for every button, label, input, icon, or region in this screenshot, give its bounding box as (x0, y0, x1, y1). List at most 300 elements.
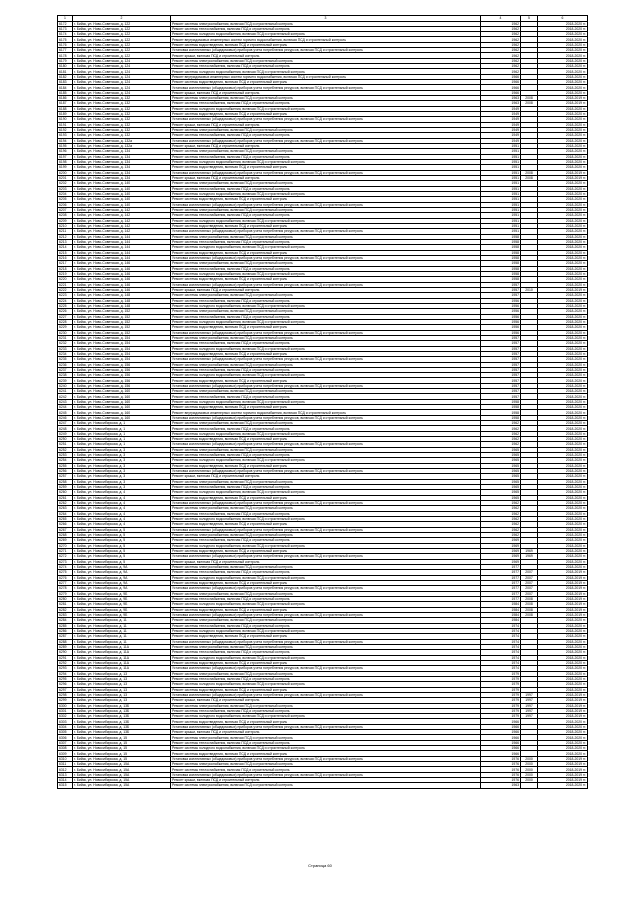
period-cell: 2018-2020 гг. (538, 325, 588, 330)
period-cell: 2018-2020 гг. (538, 80, 588, 85)
period-cell: 2018-2020 гг. (538, 623, 588, 628)
year-built-cell: 1976 (481, 756, 521, 761)
year-built-cell: 1962 (481, 431, 521, 436)
year-built-cell: 1949 (481, 117, 521, 122)
work-type-cell: Установка коллективных (общедомовых) приборов учета потребления ресурсов, включая ПСД и строительный контроль (171, 48, 481, 53)
work-type-cell: Ремонт системы теплоснабжения, включая ПСД и строительный контроль (171, 341, 481, 346)
period-cell: 2018-2020 гг. (538, 181, 588, 186)
period-cell: 2018-2020 гг. (538, 277, 588, 282)
row-number-cell: 6222 (58, 287, 73, 292)
work-type-cell: Установка коллективных (общедомовых) приборов учета потребления ресурсов, включая ПСД и строительный контроль (171, 469, 481, 474)
address-cell: г. Бийск, ул. Ново-Советская, д. 160 (73, 399, 171, 404)
address-cell: г. Бийск, ул. Новосибирская, д. 5 (73, 538, 171, 543)
work-type-cell: Ремонт системы водоотведения, включая ПСД и строительный контроль (171, 751, 481, 756)
period-cell: 2018-2020 гг. (538, 389, 588, 394)
row-number-cell: 6288 (58, 639, 73, 644)
work-type-cell: Ремонт системы водоотведения, включая ПСД и строительный контроль (171, 250, 481, 255)
work-type-cell: Ремонт системы электроснабжения, включая ПСД и строительный контроль (171, 447, 481, 452)
work-type-cell: Ремонт системы холодного водоснабжения, включая ПСД и строительный контроль (171, 69, 481, 74)
address-cell: г. Бийск, ул. Ново-Советская, д. 146 (73, 271, 171, 276)
work-type-cell: Ремонт системы теплоснабжения, включая ПСД и строительный контроль (171, 186, 481, 191)
page-number: Страница 60 (308, 863, 332, 868)
address-cell: г. Бийск, ул. Новосибирская, д. 1 (73, 426, 171, 431)
work-type-cell: Ремонт крыши, включая ПСД и строительный контроль (171, 53, 481, 58)
work-type-cell: Ремонт системы холодного водоснабжения, включая ПСД и строительный контроль (171, 746, 481, 751)
work-type-cell: Установка коллективных (общедомовых) приборов учета потребления ресурсов, включая ПСД и строительный контроль (171, 501, 481, 506)
period-cell: 2018-2020 гг. (538, 559, 588, 564)
row-number-cell: 6186 (58, 96, 73, 101)
year-built-cell: 1957 (481, 367, 521, 372)
year-built-cell: 1969 (481, 554, 521, 559)
period-cell: 2018-2019 гг. (538, 762, 588, 767)
year-built-cell: 1957 (481, 293, 521, 298)
work-type-cell: Ремонт системы электроснабжения, включая ПСД и строительный контроль (171, 181, 481, 186)
address-cell: г. Бийск, ул. Ново-Советская, д. 154 (73, 351, 171, 356)
work-type-cell: Ремонт системы электроснабжения, включая ПСД и строительный контроль (171, 564, 481, 569)
row-number-cell: 6276 (58, 575, 73, 580)
work-type-cell: Установка коллективных (общедомовых) приборов учета потребления ресурсов, включая ПСД и строительный контроль (171, 442, 481, 447)
year-built-cell: 1962 (481, 533, 521, 538)
year-repair-cell (521, 783, 538, 788)
period-cell: 2018-2020 гг. (538, 330, 588, 335)
work-type-cell: Ремонт системы водоотведения, включая ПСД и строительный контроль (171, 42, 481, 47)
row-number-cell: 6285 (58, 623, 73, 628)
work-type-cell: Ремонт системы холодного водоснабжения, включая ПСД и строительный контроль (171, 32, 481, 37)
address-cell: г. Бийск, ул. Новосибирская, д. 13Б (73, 703, 171, 708)
address-cell: г. Бийск, ул. Ново-Советская, д. 144 (73, 234, 171, 239)
year-built-cell: 1956 (481, 319, 521, 324)
row-number-cell: 6278 (58, 586, 73, 591)
row-number-cell: 6301 (58, 708, 73, 713)
address-cell: г. Бийск, ул. Ново-Советская, д. 132 (73, 101, 171, 106)
address-cell: г. Бийск, ул. Ново-Советская, д. 146 (73, 287, 171, 292)
work-type-cell: Ремонт системы электроснабжения, включая ПСД и строительный контроль (171, 506, 481, 511)
work-type-cell: Ремонт системы электроснабжения, включая ПСД и строительный контроль (171, 479, 481, 484)
year-built-cell: 1965 (481, 485, 521, 490)
row-number-cell: 6304 (58, 724, 73, 729)
column-header: 6 (538, 16, 588, 22)
period-cell: 2018-2020 гг. (538, 335, 588, 340)
row-number-cell: 6203 (58, 186, 73, 191)
year-built-cell: 1951 (481, 181, 521, 186)
period-cell: 2018-2020 гг. (538, 394, 588, 399)
period-cell: 2018-2020 гг. (538, 213, 588, 218)
address-cell: г. Бийск, ул. Ново-Советская, д. 152 (73, 309, 171, 314)
work-type-cell: Ремонт системы холодного водоснабжения, включая ПСД и строительный контроль (171, 192, 481, 197)
row-number-cell: 6225 (58, 303, 73, 308)
address-cell: г. Бийск, ул. Ново-Советская, д. 124 (73, 64, 171, 69)
year-built-cell: 1957 (481, 383, 521, 388)
row-number-cell: 6256 (58, 469, 73, 474)
address-cell: г. Бийск, ул. Новосибирская, д. 11А (73, 650, 171, 655)
period-cell: 2018-2020 гг. (538, 426, 588, 431)
year-built-cell: 1976 (481, 767, 521, 772)
year-built-cell: 1951 (481, 207, 521, 212)
period-cell: 2018-2020 гг. (538, 538, 588, 543)
address-cell: г. Бийск, ул. Новосибирская, д. 15 (73, 746, 171, 751)
row-number-cell: 6294 (58, 671, 73, 676)
address-cell: г. Бийск, ул. Новосибирская, д. 13 (73, 671, 171, 676)
row-number-cell: 6258 (58, 479, 73, 484)
row-number-cell: 6173 (58, 26, 73, 31)
work-type-cell: Ремонт системы холодного водоснабжения, включая ПСД и строительный контроль (171, 682, 481, 687)
row-number-cell: 6312 (58, 767, 73, 772)
address-cell: г. Бийск, ул. Новосибирская, д. 1 (73, 421, 171, 426)
address-cell: г. Бийск, ул. Новосибирская, д. 11 (73, 618, 171, 623)
period-cell: 2018-2020 гг. (538, 506, 588, 511)
work-type-cell: Ремонт системы холодного водоснабжения, включая ПСД и строительный контроль (171, 575, 481, 580)
year-built-cell: 1979 (481, 682, 521, 687)
address-cell: г. Бийск, ул. Ново-Советская, д. 146 (73, 282, 171, 287)
period-cell: 2018-2020 гг. (538, 735, 588, 740)
row-number-cell: 6238 (58, 373, 73, 378)
row-number-cell: 6227 (58, 314, 73, 319)
address-cell: г. Бийск, ул. Ново-Советская, д. 142 (73, 207, 171, 212)
work-type-cell: Установка коллективных (общедомовых) приборов учета потребления ресурсов, включая ПСД и строительный контроль (171, 117, 481, 122)
address-cell: г. Бийск, ул. Новосибирская, д. 11А (73, 660, 171, 665)
address-cell: г. Бийск, ул. Ново-Советская, д. 144 (73, 250, 171, 255)
work-type-cell: Ремонт системы теплоснабжения, включая ПСД и строительный контроль (171, 538, 481, 543)
address-cell: г. Бийск, ул. Ново-Советская, д. 122 (73, 21, 171, 26)
period-cell: 2018-2020 гг. (538, 490, 588, 495)
address-cell: г. Бийск, ул. Новосибирская, д. 13 (73, 698, 171, 703)
period-cell: 2018-2019 гг. (538, 575, 588, 580)
address-cell: г. Бийск, ул. Ново-Советская, д. 132а (73, 144, 171, 149)
year-repair-cell: 2007 (521, 570, 538, 575)
address-cell: г. Бийск, ул. Ново-Советская, д. 124 (73, 80, 171, 85)
row-number-cell: 6248 (58, 426, 73, 431)
work-type-cell: Ремонт системы теплоснабжения, включая ПСД и строительный контроль (171, 570, 481, 575)
year-built-cell: 1966 (481, 85, 521, 90)
work-type-cell: Ремонт системы водоотведения, включая ПСД и строительный контроль (171, 719, 481, 724)
address-cell: г. Бийск, ул. Новосибирская, д. 11 (73, 628, 171, 633)
row-number-cell: 6229 (58, 325, 73, 330)
row-number-cell: 6218 (58, 266, 73, 271)
period-cell: 2018-2019 гг. (538, 778, 588, 783)
period-cell: 2018-2020 гг. (538, 32, 588, 37)
year-built-cell: 1965 (481, 474, 521, 479)
year-built-cell: 1957 (481, 335, 521, 340)
address-cell: г. Бийск, ул. Ново-Советская, д. 156 (73, 378, 171, 383)
address-cell: г. Бийск, ул. Новосибирская, д. 9А (73, 580, 171, 585)
row-number-cell: 6279 (58, 591, 73, 596)
period-cell: 2018-2020 гг. (538, 106, 588, 111)
work-type-cell: Ремонт системы холодного водоснабжения, включая ПСД и строительный контроль (171, 628, 481, 633)
work-type-cell: Установка коллективных (общедомовых) приборов учета потребления ресурсов, включая ПСД и строительный контроль (171, 612, 481, 617)
year-built-cell: 1956 (481, 314, 521, 319)
address-cell: г. Бийск, ул. Новосибирская, д. 15А (73, 783, 171, 788)
year-repair-cell: 2000 (521, 778, 538, 783)
year-built-cell: 1951 (481, 170, 521, 175)
address-cell: г. Бийск, ул. Ново-Советская, д. 156 (73, 367, 171, 372)
row-number-cell: 6208 (58, 213, 73, 218)
row-number-cell: 6223 (58, 293, 73, 298)
year-repair-cell: 2008 (521, 607, 538, 612)
year-built-cell: 1951 (481, 154, 521, 159)
year-built-cell: 1951 (481, 229, 521, 234)
work-type-cell: Ремонт системы электроснабжения, включая ПСД и строительный контроль (171, 128, 481, 133)
address-cell: г. Бийск, ул. Ново-Советская, д. 122 (73, 37, 171, 42)
row-number-cell: 6239 (58, 378, 73, 383)
work-type-cell: Ремонт системы теплоснабжения, включая ПСД и строительный контроль (171, 453, 481, 458)
period-cell: 2018-2020 гг. (538, 26, 588, 31)
work-type-cell: Установка коллективных (общедомовых) приборов учета потребления ресурсов, включая ПСД и строительный контроль (171, 692, 481, 697)
address-cell: г. Бийск, ул. Ново-Советская, д. 154 (73, 357, 171, 362)
period-cell: 2018-2020 гг. (538, 362, 588, 367)
work-type-cell: Ремонт системы электроснабжения, включая ПСД и строительный контроль (171, 335, 481, 340)
year-repair-cell: 2007 (521, 586, 538, 591)
period-cell: 2018-2020 гг. (538, 676, 588, 681)
row-number-cell: 6314 (58, 778, 73, 783)
address-cell: г. Бийск, ул. Новосибирская, д. 9Б (73, 602, 171, 607)
year-built-cell: 1949 (481, 138, 521, 143)
period-cell: 2018-2020 гг. (538, 207, 588, 212)
period-cell: 2018-2020 гг. (538, 618, 588, 623)
row-number-cell: 6187 (58, 101, 73, 106)
year-repair-cell: 2008 (521, 101, 538, 106)
work-type-cell: Ремонт крыши, включая ПСД и строительный контроль (171, 559, 481, 564)
work-type-cell: Ремонт системы холодного водоснабжения, включая ПСД и строительный контроль (171, 543, 481, 548)
year-built-cell: 1951 (481, 160, 521, 165)
period-cell: 2018-2020 гг. (538, 453, 588, 458)
address-cell: г. Бийск, ул. Новосибирская, д. 9Б (73, 596, 171, 601)
work-type-cell: Ремонт системы теплоснабжения, включая ПСД и строительный контроль (171, 394, 481, 399)
period-cell: 2018-2020 гг. (538, 154, 588, 159)
year-built-cell: 1974 (481, 660, 521, 665)
address-cell: г. Бийск, ул. Новосибирская, д. 5 (73, 527, 171, 532)
address-cell: г. Бийск, ул. Новосибирская, д. 5 (73, 559, 171, 564)
row-number-cell: 6313 (58, 772, 73, 777)
year-built-cell: 1951 (481, 223, 521, 228)
address-cell: г. Бийск, ул. Ново-Советская, д. 140 (73, 202, 171, 207)
year-built-cell: 1958 (481, 266, 521, 271)
year-built-cell: 1976 (481, 778, 521, 783)
work-type-cell: Установка коллективных (общедомовых) приборов учета потребления ресурсов, включая ПСД и строительный контроль (171, 383, 481, 388)
address-cell: г. Бийск, ул. Ново-Советская, д. 142 (73, 223, 171, 228)
period-cell: 2018-2020 гг. (538, 48, 588, 53)
work-type-cell: Ремонт системы холодного водоснабжения, включая ПСД и строительный контроль (171, 303, 481, 308)
row-number-cell: 6267 (58, 527, 73, 532)
address-cell: г. Бийск, ул. Ново-Советская, д. 144 (73, 245, 171, 250)
period-cell: 2018-2020 гг. (538, 309, 588, 314)
address-cell: г. Бийск, ул. Ново-Советская, д. 132 (73, 106, 171, 111)
year-built-cell: 1977 (481, 586, 521, 591)
year-built-cell: 1962 (481, 26, 521, 31)
row-number-cell: 6209 (58, 218, 73, 223)
year-built-cell: 1984 (481, 612, 521, 617)
year-built-cell: 1965 (481, 463, 521, 468)
row-number-cell: 6206 (58, 202, 73, 207)
year-built-cell: 1962 (481, 501, 521, 506)
period-cell: 2018-2020 гг. (538, 346, 588, 351)
address-cell: г. Бийск, ул. Новосибирская, д. 11 (73, 639, 171, 644)
year-built-cell: 1957 (481, 373, 521, 378)
year-built-cell: 1962 (481, 21, 521, 26)
address-cell: г. Бийск, ул. Ново-Советская, д. 132а (73, 138, 171, 143)
address-cell: г. Бийск, ул. Ново-Советская, д. 142 (73, 229, 171, 234)
work-type-cell: Ремонт системы холодного водоснабжения, включая ПСД и строительный контроль (171, 106, 481, 111)
row-number-cell: 6236 (58, 362, 73, 367)
address-cell: г. Бийск, ул. Новосибирская, д. 15А (73, 778, 171, 783)
work-type-cell: Ремонт крыши, включая ПСД и строительный контроль (171, 287, 481, 292)
year-built-cell: 1951 (481, 218, 521, 223)
row-number-cell: 6178 (58, 53, 73, 58)
work-type-cell: Ремонт крыши, включая ПСД и строительный контроль (171, 90, 481, 95)
work-type-cell: Ремонт системы холодного водоснабжения, включая ПСД и строительный контроль (171, 319, 481, 324)
year-built-cell: 1974 (481, 634, 521, 639)
row-number-cell: 6268 (58, 533, 73, 538)
row-number-cell: 6305 (58, 730, 73, 735)
period-cell: 2018-2020 гг. (538, 21, 588, 26)
year-built-cell: 1951 (481, 176, 521, 181)
work-type-cell: Установка коллективных (общедомовых) приборов учета потребления ресурсов, включая ПСД и строительный контроль (171, 229, 481, 234)
address-cell: г. Бийск, ул. Новосибирская, д. 15А (73, 762, 171, 767)
period-cell: 2018-2020 гг. (538, 458, 588, 463)
work-type-cell: Ремонт системы электроснабжения, включая ПСД и строительный контроль (171, 149, 481, 154)
period-cell: 2018-2020 гг. (538, 64, 588, 69)
year-built-cell: 1965 (481, 447, 521, 452)
year-built-cell: 1984 (481, 602, 521, 607)
year-built-cell: 1963 (481, 783, 521, 788)
year-built-cell: 1974 (481, 655, 521, 660)
year-built-cell: 1951 (481, 186, 521, 191)
work-type-cell: Ремонт системы водоотведения, включая ПСД и строительный контроль (171, 634, 481, 639)
row-number-cell: 6200 (58, 170, 73, 175)
address-cell: г. Бийск, ул. Новосибирская, д. 9Б (73, 607, 171, 612)
period-cell: 2018-2020 гг. (538, 687, 588, 692)
address-cell: г. Бийск, ул. Новосибирская, д. 3 (73, 474, 171, 479)
address-cell: г. Бийск, ул. Ново-Советская, д. 152 (73, 330, 171, 335)
year-built-cell: 1962 (481, 511, 521, 516)
work-type-cell: Ремонт системы электроснабжения, включая ПСД и строительный контроль (171, 234, 481, 239)
period-cell: 2018-2020 гг. (538, 271, 588, 276)
row-number-cell: 6192 (58, 128, 73, 133)
address-cell: г. Бийск, ул. Ново-Советская, д. 124 (73, 74, 171, 79)
row-number-cell: 6235 (58, 357, 73, 362)
period-cell: 2018-2020 гг. (538, 660, 588, 665)
row-number-cell: 6175 (58, 37, 73, 42)
year-built-cell: 1957 (481, 394, 521, 399)
period-cell: 2018-2020 гг. (538, 730, 588, 735)
work-type-cell: Ремонт системы водоотведения, включая ПСД и строительный контроль (171, 112, 481, 117)
period-cell: 2018-2019 гг. (538, 96, 588, 101)
work-type-cell: Ремонт системы водоотведения, включая ПСД и строительный контроль (171, 522, 481, 527)
row-number-cell: 6224 (58, 298, 73, 303)
address-cell: г. Бийск, ул. Новосибирская, д. 13 (73, 682, 171, 687)
row-number-cell: 6296 (58, 682, 73, 687)
row-number-cell: 6243 (58, 399, 73, 404)
year-built-cell: 1974 (481, 650, 521, 655)
period-cell: 2018-2020 гг. (538, 122, 588, 127)
address-cell: г. Бийск, ул. Новосибирская, д. 13 (73, 676, 171, 681)
row-number-cell: 6211 (58, 229, 73, 234)
work-type-cell: Установка коллективных (общедомовых) приборов учета потребления ресурсов, включая ПСД и строительный контроль (171, 666, 481, 671)
row-number-cell: 6253 (58, 453, 73, 458)
work-type-cell: Ремонт системы электроснабжения, включая ПСД и строительный контроль (171, 735, 481, 740)
row-number-cell: 6213 (58, 239, 73, 244)
row-number-cell: 6252 (58, 447, 73, 452)
work-type-cell: Установка коллективных (общедомовых) приборов учета потребления ресурсов, включая ПСД и строительный контроль (171, 639, 481, 644)
address-cell: г. Бийск, ул. Ново-Советская, д. 122 (73, 48, 171, 53)
year-built-cell: 1958 (481, 255, 521, 260)
period-cell: 2018-2020 гг. (538, 543, 588, 548)
address-cell: г. Бийск, ул. Ново-Советская, д. 134 (73, 149, 171, 154)
address-cell: г. Бийск, ул. Новосибирская, д. 11 (73, 634, 171, 639)
period-cell: 2018-2020 гг. (538, 53, 588, 58)
period-cell: 2018-2020 гг. (538, 437, 588, 442)
period-cell: 2018-2020 гг. (538, 85, 588, 90)
row-number-cell: 6259 (58, 485, 73, 490)
year-built-cell: 1949 (481, 133, 521, 138)
year-built-cell: 1969 (481, 548, 521, 553)
work-type-cell: Ремонт системы электроснабжения, включая ПСД и строительный контроль (171, 293, 481, 298)
work-type-cell: Ремонт системы холодного водоснабжения, включая ПСД и строительный контроль (171, 602, 481, 607)
period-cell: 2018-2020 гг. (538, 250, 588, 255)
period-cell: 2018-2020 гг. (538, 367, 588, 372)
year-built-cell: 1951 (481, 213, 521, 218)
address-cell: г. Бийск, ул. Новосибирская, д. 3 (73, 453, 171, 458)
address-cell: г. Бийск, ул. Ново-Советская, д. 142 (73, 213, 171, 218)
year-built-cell: 1958 (481, 250, 521, 255)
work-type-cell: Ремонт системы теплоснабжения, включая ПСД и строительный контроль (171, 485, 481, 490)
period-cell: 2018-2020 гг. (538, 234, 588, 239)
year-built-cell: 1962 (481, 32, 521, 37)
period-cell: 2018-2020 гг. (538, 495, 588, 500)
period-cell: 2018-2020 гг. (538, 405, 588, 410)
address-cell: г. Бийск, ул. Новосибирская, д. 15 (73, 751, 171, 756)
year-built-cell: 1962 (481, 37, 521, 42)
address-cell: г. Бийск, ул. Новосибирская, д. 4 (73, 517, 171, 522)
row-number-cell: 6221 (58, 282, 73, 287)
address-cell: г. Бийск, ул. Ново-Советская, д. 160 (73, 389, 171, 394)
address-cell: г. Бийск, ул. Ново-Советская, д. 160 (73, 410, 171, 415)
address-cell: г. Бийск, ул. Новосибирская, д. 4 (73, 495, 171, 500)
row-number-cell: 6231 (58, 335, 73, 340)
work-type-cell: Установка коллективных (общедомовых) приборов учета потребления ресурсов, включая ПСД и строительный контроль (171, 357, 481, 362)
row-number-cell: 6311 (58, 762, 73, 767)
work-type-cell: Ремонт крыши, включая ПСД и строительный контроль (171, 730, 481, 735)
work-type-cell: Ремонт системы электроснабжения, включая ПСД и строительный контроль (171, 421, 481, 426)
year-repair-cell: 2010 (521, 287, 538, 292)
period-cell: 2018-2020 гг. (538, 261, 588, 266)
work-type-cell: Ремонт крыши, включая ПСД и строительный контроль (171, 778, 481, 783)
work-type-cell: Ремонт системы электроснабжения, включая ПСД и строительный контроль (171, 533, 481, 538)
period-cell: 2018-2019 гг. (538, 714, 588, 719)
row-number-cell: 6205 (58, 197, 73, 202)
row-number-cell: 6281 (58, 602, 73, 607)
row-number-cell: 6284 (58, 618, 73, 623)
year-built-cell: 1951 (481, 144, 521, 149)
work-type-cell: Установка коллективных (общедомовых) приборов учета потребления ресурсов, включая ПСД и строительный контроль (171, 554, 481, 559)
year-built-cell: 1979 (481, 671, 521, 676)
row-number-cell: 6300 (58, 703, 73, 708)
year-repair-cell: 1997 (521, 708, 538, 713)
period-cell: 2018-2020 гг. (538, 671, 588, 676)
row-number-cell: 6272 (58, 554, 73, 559)
address-cell: г. Бийск, ул. Новосибирская, д. 5 (73, 533, 171, 538)
year-built-cell: 1956 (481, 330, 521, 335)
address-cell: г. Бийск, ул. Ново-Советская, д. 160 (73, 415, 171, 420)
column-header: 4 (481, 16, 521, 22)
year-repair-cell: 2008 (521, 96, 538, 101)
row-number-cell: 6277 (58, 580, 73, 585)
address-cell: г. Бийск, ул. Ново-Советская, д. 134 (73, 160, 171, 165)
period-cell: 2018-2020 гг. (538, 282, 588, 287)
work-type-cell: Ремонт системы теплоснабжения, включая ПСД и строительный контроль (171, 64, 481, 69)
year-built-cell: 1957 (481, 378, 521, 383)
work-type-cell: Ремонт системы электроснабжения, включая ПСД и строительный контроль (171, 644, 481, 649)
work-type-cell: Ремонт системы теплоснабжения, включая ПСД и строительный контроль (171, 133, 481, 138)
